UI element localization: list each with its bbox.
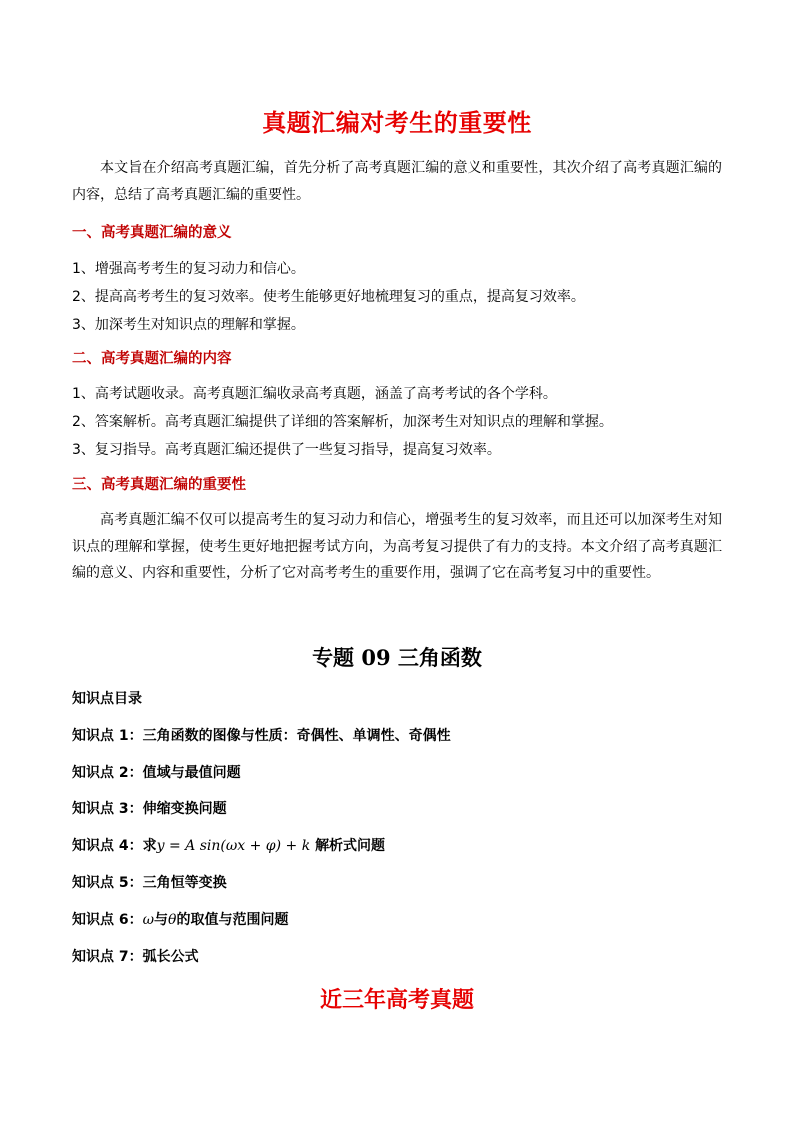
- knowledge-point-2: [72, 762, 241, 782]
- toc-heading: 知识点目录: [72, 691, 142, 707]
- list-item: 2、提高高考考生的复习效率。使考生能够更好地梳理复习的重点，提高复习效率。: [72, 289, 585, 305]
- omega-symbol: ω: [142, 912, 155, 928]
- knowledge-point-label: 知识点 3：: [72, 801, 143, 817]
- knowledge-point-text: 伸缩变换问题: [142, 801, 227, 817]
- knowledge-point-label: 知识点 6：: [72, 912, 143, 928]
- knowledge-point-prefix: 求: [142, 838, 157, 854]
- knowledge-point-label: 知识点 4：: [72, 838, 143, 854]
- knowledge-point-6: [72, 909, 288, 929]
- list-item: 2、答案解析。高考真题汇编提供了详细的答案解析，加深考生对知识点的理解和掌握。: [72, 414, 613, 430]
- section-heading-3: 三、高考真题汇编的重要性: [72, 477, 246, 493]
- formula: y = A sin(ωx + φ) + k: [156, 838, 311, 854]
- knowledge-point-label: 知识点 2：: [72, 765, 143, 781]
- knowledge-point-5: [72, 872, 227, 892]
- knowledge-point-label: 知识点 1：: [72, 728, 143, 744]
- connector-text: 与: [154, 912, 169, 928]
- knowledge-point-text: 三角恒等变换: [142, 875, 227, 891]
- recent-exams-title: 近三年高考真题: [319, 988, 474, 1013]
- knowledge-point-1: [72, 725, 451, 745]
- knowledge-point-text: 值域与最值问题: [142, 765, 241, 781]
- topic-title: 专题 09 三角函数: [312, 645, 482, 670]
- list-item: 1、高考试题收录。高考真题汇编收录高考真题，涵盖了高考考试的各个学科。: [72, 386, 557, 402]
- page-title: 真题汇编对考生的重要性: [262, 109, 532, 137]
- knowledge-point-text: 解析式问题: [315, 838, 386, 854]
- knowledge-point-7: [72, 946, 199, 966]
- list-item: 1、增强高考考生的复习动力和信心。: [72, 261, 305, 277]
- section-heading-1: 一、高考真题汇编的意义: [72, 225, 232, 241]
- knowledge-point-text: 弧长公式: [142, 949, 199, 965]
- list-item: 3、复习指导。高考真题汇编还提供了一些复习指导，提高复习效率。: [72, 442, 501, 458]
- importance-paragraph: 高考真题汇编不仅可以提高考生的复习动力和信心，增强考生的复习效率，而且还可以加深考生对知识点的理解和掌握，使考生更好地把握考试方向，为高考复习提供了有力的支持。本文介绍了高考真题汇编的意义、内容和重要性，分析了它对高考考生的重要作用，强调了它在高考复习中的重要性。: [72, 512, 722, 581]
- theta-symbol: θ: [168, 912, 177, 928]
- knowledge-point-label: 知识点 5：: [72, 875, 143, 891]
- knowledge-point-label: 知识点 7：: [72, 949, 143, 965]
- list-item: 3、加深考生对知识点的理解和掌握。: [72, 317, 305, 333]
- knowledge-point-4: [72, 835, 385, 855]
- section-heading-2: 二、高考真题汇编的内容: [72, 351, 232, 367]
- knowledge-point-text: 三角函数的图像与性质：奇偶性、单调性、奇偶性: [142, 728, 451, 744]
- intro-paragraph: 本文旨在介绍高考真题汇编，首先分析了高考真题汇编的意义和重要性，其次介绍了高考真题汇编的内容，总结了高考真题汇编的重要性。: [72, 160, 722, 203]
- knowledge-point-3: [72, 798, 227, 818]
- knowledge-point-text: 的取值与范围问题: [176, 912, 289, 928]
